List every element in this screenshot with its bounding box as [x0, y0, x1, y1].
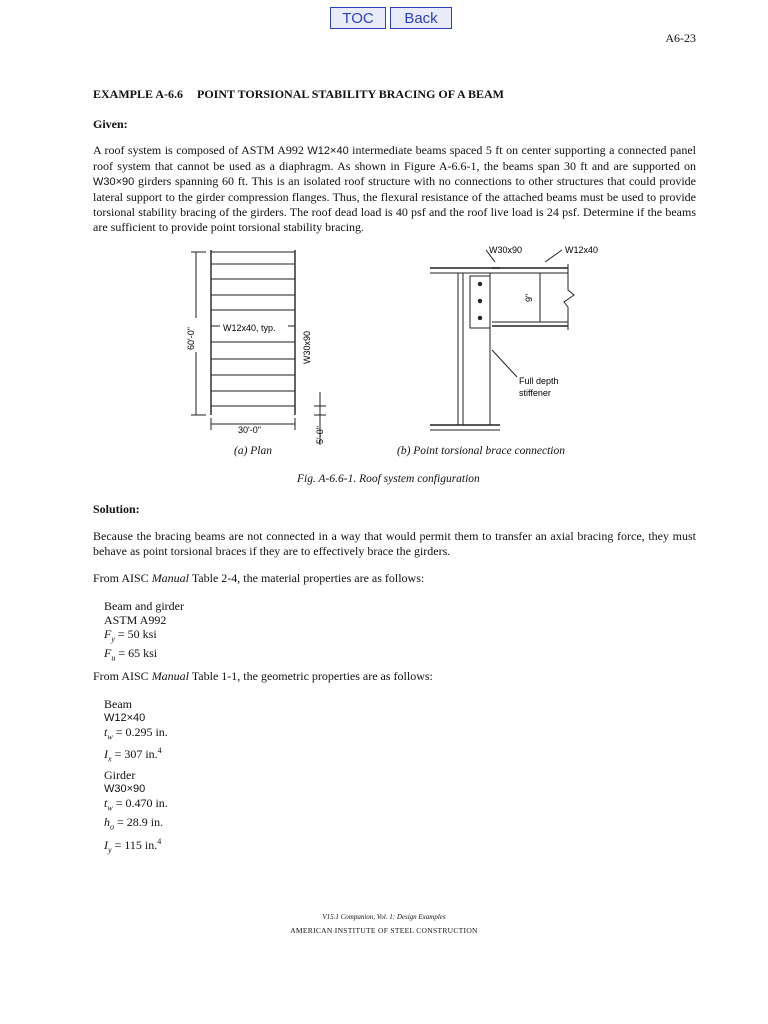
conn-girder-label: W30x90	[489, 245, 523, 255]
figure-drawing	[0, 0, 768, 470]
girder-ho: $h_o = 28.9$ in.	[104, 815, 164, 832]
beam-ix: $I_x = 307$ in.$^4$	[104, 746, 162, 764]
intro1-pre: From AISC	[93, 571, 152, 585]
material-intro	[93, 571, 696, 586]
stiffener-label-1: Full depth	[519, 376, 559, 386]
plan-dim-60: 60'-0"	[186, 327, 196, 350]
footer-line1: V15.1 Companion, Vol. 1: Design Examples	[322, 913, 446, 921]
girder-block	[104, 768, 168, 857]
girder-heading: Girder	[104, 768, 136, 782]
fu-line: $F_u = 65$ ksi	[104, 646, 158, 663]
figure-caption: Fig. A-6.6-1. Roof system configuration	[297, 473, 480, 485]
caption-plan: (a) Plan	[234, 445, 273, 457]
beam-tw: $t_w = 0.295$ in.	[104, 725, 168, 742]
caption-connection: (b) Point torsional brace connection	[397, 445, 565, 457]
plan-dim-30: 30'-0"	[238, 425, 261, 435]
intro2-post: Table 1-1, the geometric properties are as follows:	[189, 669, 433, 683]
solution-heading: Solution:	[93, 502, 140, 516]
example-number: EXAMPLE A-6.6	[93, 87, 183, 101]
geometric-intro	[93, 669, 696, 684]
conn-dim-9: 9"	[524, 293, 534, 302]
given-text-2: intermediate beams spaced 5 ft on center supporting a connected panel roof system that cannot be used as a diaphragm. As shown in Figure A-6.6-1, the beams span 30 ft and are supported on	[93, 143, 697, 173]
plan-beam-label: W12x40, typ.	[223, 323, 276, 333]
beam-shape: W12×40	[104, 712, 146, 724]
fy-line: $F_y = 50$ ksi	[104, 627, 157, 644]
conn-beam-label: W12x40	[565, 245, 599, 255]
back-button[interactable]: Back	[390, 7, 452, 29]
solution-paragraph: Because the bracing beams are not connected in a way that would permit them to transfer an axial bracing force, they must behave as point torsional braces if they are to effectively brace the girders.	[93, 529, 696, 558]
girder-shape-text: W30×90	[93, 176, 135, 188]
material-line2: ASTM A992	[104, 613, 167, 627]
plan-girder-label: W30x90	[302, 330, 312, 364]
beam-heading: Beam	[104, 697, 132, 711]
material-block	[104, 599, 184, 666]
plan-dim-5: 5'-0"	[315, 426, 325, 444]
intro2-pre: From AISC	[93, 669, 152, 683]
page-number: A6-23	[665, 31, 696, 45]
stiffener-label-2: stiffener	[519, 388, 551, 398]
given-text-1: A roof system is composed of ASTM A992	[93, 143, 308, 157]
connection-view	[430, 250, 574, 430]
girder-shape: W30×90	[104, 783, 146, 795]
example-title-text: POINT TORSIONAL STABILITY BRACING OF A BEAM	[197, 87, 504, 101]
given-heading: Given:	[93, 117, 128, 131]
intro1-post: Table 2-4, the material properties are as follows:	[189, 571, 425, 585]
girder-iy: $I_y = 115$ in.$^4$	[104, 836, 162, 855]
intro2-manual: Manual	[151, 669, 190, 683]
toc-button[interactable]: TOC	[330, 7, 386, 29]
material-line1: Beam and girder	[104, 599, 184, 613]
given-text-3: girders spanning 60 ft. This is an isolated roof structure with no connections to other structures that could provide lateral support to the girder compression flanges. Thus, the flexural resistance of the attached beams must be used to provide torsional stability bracing of the girders. The roof dead load is 40 psf and the roof live load is 24 psf. Determine if the beams are sufficient to provide point torsional stability bracing.	[93, 174, 696, 234]
beam-shape-text: W12×40	[307, 145, 349, 157]
beam-block	[104, 697, 168, 767]
footer-line2: AMERICAN INSTITUTE OF STEEL CONSTRUCTION	[290, 926, 478, 935]
girder-tw: $t_w = 0.470$ in.	[104, 796, 168, 813]
intro1-manual: Manual	[151, 571, 190, 585]
